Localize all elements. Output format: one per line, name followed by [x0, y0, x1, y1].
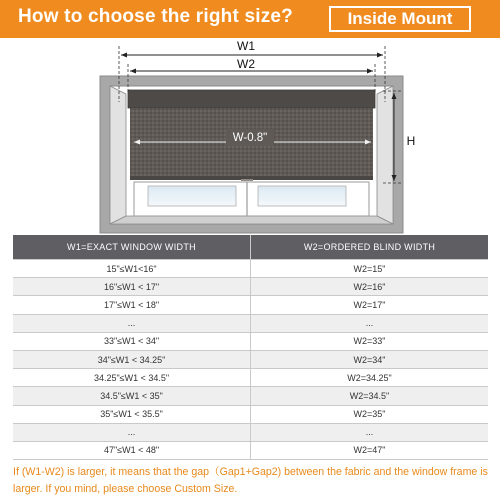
table-header-row: [13, 235, 488, 260]
window-width-cell: 17"≤W1 < 18": [13, 296, 251, 314]
fabric-width-label: W-0.8": [232, 132, 268, 144]
window-pane-left: [148, 186, 236, 206]
blind-headrail: [128, 90, 375, 108]
window-width-cell: 34.5"≤W1 < 35": [13, 387, 251, 405]
column-header-blind-width: W2=ORDERED BLIND WIDTH: [251, 235, 489, 260]
blind-width-cell: W2=47": [251, 441, 489, 459]
table-row: [13, 350, 488, 368]
blind-width-cell: W2=17": [251, 296, 489, 314]
window-width-cell: 33"≤W1 < 34": [13, 332, 251, 350]
table-row: [13, 387, 488, 405]
h-label: H: [406, 134, 416, 148]
blind-width-cell: ...: [251, 314, 489, 332]
window-width-cell: 16"≤W1 < 17": [13, 278, 251, 296]
recess-sill: [110, 216, 393, 224]
page-title: How to choose the right size?: [18, 6, 293, 27]
gap-warning-note: If (W1-W2) is larger, it means that the gap（Gap1+Gap2) between the fabric and the window frame is larger. If you mind, please choose Custom Size.: [13, 466, 488, 495]
table-row: [13, 296, 488, 314]
blind-width-cell: W2=15": [251, 260, 489, 278]
table-row: [13, 278, 488, 296]
table-row: [13, 314, 488, 332]
recess-left-side: [110, 86, 126, 224]
window-width-cell: 15"≤W1<16": [13, 260, 251, 278]
header-banner: [0, 0, 500, 38]
table-row: [13, 423, 488, 441]
table-row: [13, 405, 488, 423]
window-pane-right: [258, 186, 346, 206]
blind-width-cell: W2=34.5": [251, 387, 489, 405]
recess-right-side: [377, 86, 393, 224]
window-width-cell: 47"≤W1 < 48": [13, 441, 251, 459]
window-diagram: [0, 38, 500, 238]
table-row: [13, 369, 488, 387]
window-width-cell: 34"≤W1 < 34.25": [13, 350, 251, 368]
w2-label: W2: [237, 57, 255, 71]
mount-type-badge: Inside Mount: [329, 6, 471, 32]
blind-pull-tab: [241, 179, 253, 181]
table-row: [13, 332, 488, 350]
window-width-cell: ...: [13, 423, 251, 441]
blind-width-cell: ...: [251, 423, 489, 441]
window-width-cell: ...: [13, 314, 251, 332]
window-width-cell: 34.25"≤W1 < 34.5": [13, 369, 251, 387]
blind-width-cell: W2=35": [251, 405, 489, 423]
size-chart-table: [13, 235, 488, 460]
table-row: [13, 441, 488, 459]
w1-label: W1: [237, 39, 255, 53]
window-width-cell: 35"≤W1 < 35.5": [13, 405, 251, 423]
blind-width-cell: W2=33": [251, 332, 489, 350]
table-row: [13, 260, 488, 278]
blind-width-cell: W2=34.25": [251, 369, 489, 387]
column-header-window-width: W1=EXACT WINDOW WIDTH: [13, 235, 251, 260]
blind-width-cell: W2=16": [251, 278, 489, 296]
blind-width-cell: W2=34": [251, 350, 489, 368]
